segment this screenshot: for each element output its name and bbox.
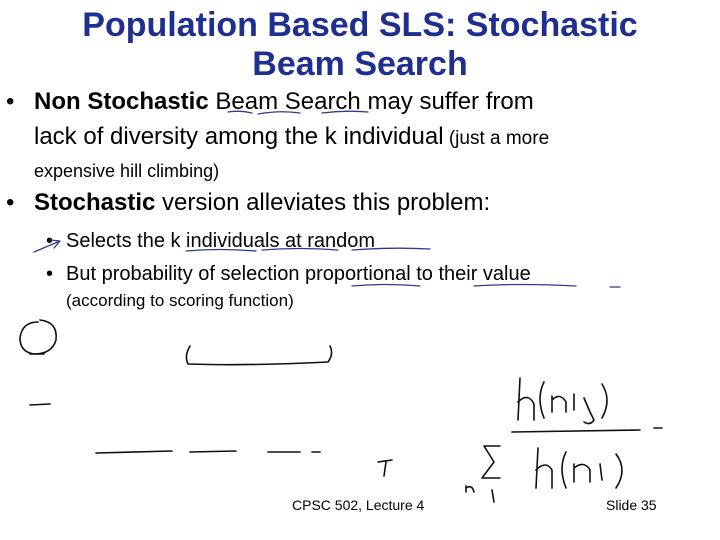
ink-stroke <box>190 451 236 452</box>
footer-lecture: CPSC 502, Lecture 4 <box>292 497 425 513</box>
ink-letter-j <box>584 398 594 424</box>
ink-letter-h <box>518 378 534 420</box>
sub-bullet-dot: • <box>46 263 54 285</box>
sub-bullet-note: (according to scoring function) <box>66 291 294 310</box>
bullet-dot: • <box>6 88 15 115</box>
bullet-text-d: expensive hill climbing) <box>34 161 220 181</box>
sub-bullet-proportional <box>46 259 686 289</box>
ink-letter-n <box>552 396 566 412</box>
bullet-dot: • <box>6 189 15 216</box>
bullet-text-a: version alleviates this problem: <box>155 189 491 216</box>
sub-bullet-text: But probability of selection proportional to their value <box>66 263 531 285</box>
ink-fraction-line <box>512 430 640 432</box>
bullet-bold: Stochastic <box>34 189 156 216</box>
sub-bullet-random <box>46 226 686 256</box>
ink-circle <box>20 320 56 354</box>
bullet-bold: Non Stochastic <box>34 88 209 115</box>
ink-letter-i <box>600 464 602 480</box>
ink-mark <box>378 460 392 476</box>
sub-bullet-text: Selects the k individuals at random <box>66 230 376 252</box>
footer-slide-number: Slide 35 <box>606 497 657 513</box>
ink-paren <box>602 384 607 418</box>
ink-sum-icon <box>482 446 500 478</box>
ink-letter-n <box>574 464 590 482</box>
sub-bullet-dot: • <box>46 230 54 252</box>
title-line-2: Beam Search <box>252 45 468 83</box>
bullet-stochastic <box>6 185 716 221</box>
ink-letter-n <box>466 486 474 492</box>
ink-stroke <box>96 451 172 453</box>
ink-letter-h <box>536 448 552 488</box>
bullet-non-stochastic <box>6 84 716 194</box>
bullet-text-c: (just a more <box>443 128 550 149</box>
ink-stroke <box>30 404 50 405</box>
ink-letter-i <box>492 490 494 502</box>
slide-title <box>0 6 720 84</box>
ink-bracket <box>186 346 331 365</box>
bullet-text <box>34 185 490 220</box>
title-line-1: Population Based SLS: Stochastic <box>82 6 638 44</box>
ink-paren <box>616 454 622 488</box>
bullet-text-b: lack of diversity among the k individual <box>34 123 444 150</box>
ink-paren <box>562 452 566 488</box>
ink-paren <box>540 382 544 418</box>
bullet-text <box>34 84 549 186</box>
bullet-text-a: Beam Search may suffer from <box>208 88 534 115</box>
